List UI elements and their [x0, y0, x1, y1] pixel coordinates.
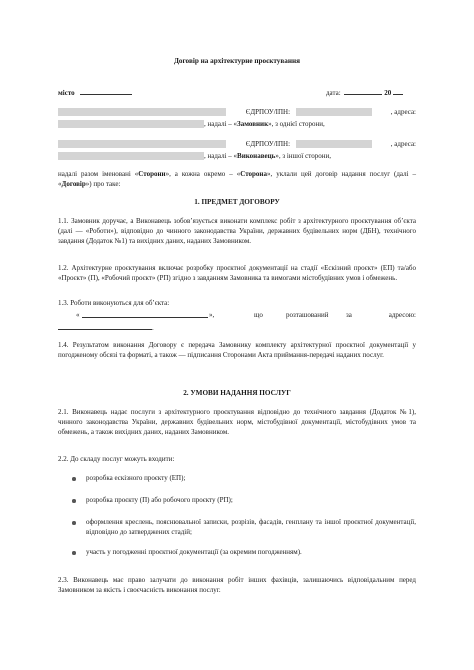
party2-name-field[interactable]: [58, 140, 226, 148]
clause-1-2: 1.2. Архітектурне проєктування включає розробку проєктної документації на стадії «Ескізний проєкт» (ЕП) та/або «Проєкт» (П), «Робочий проєкт» (РП) згідно з завданням Замовника та вимогами містобудівних умов і обмежень.: [58, 264, 416, 282]
party1-address-field[interactable]: [58, 120, 204, 128]
party1-role: Замовник: [237, 120, 269, 128]
object-name-field[interactable]: [82, 311, 208, 318]
bullet-1: [72, 476, 78, 482]
party1-line1: ЄДРПОУ/ІПН: , адреса:: [58, 108, 416, 118]
clause-2-2: 2.2. До складу послуг можуть входити:: [58, 455, 175, 463]
list-item: розробка ескізного проєкту (ЕП);: [86, 474, 186, 482]
list-item: розробка проєкту (П) або робочого проєкту (РП);: [86, 496, 233, 504]
party1-edrpou-label: ЄДРПОУ/ІПН:: [245, 108, 291, 116]
date-field[interactable]: [344, 88, 382, 95]
object-address-field[interactable]: [58, 323, 152, 330]
city-date-line: [58, 88, 416, 99]
bullet-2: [72, 498, 78, 504]
date-label: дата:: [326, 89, 341, 97]
clause-1-1: 1.1. Замовник доручає, а Виконавець зобов’язується виконати комплекс робіт з архітектурного проєктування об’єкта (далі — «Роботи»), відповідно до чинного законодавства України, державних будівельних норм (ДБН), технічного завдання (Додаток №1) та вихідних даних, наданих Замовником.: [58, 217, 416, 245]
party1-address-label: адреса:: [394, 108, 416, 116]
city-label: місто: [58, 89, 75, 97]
clause-2-3: 2.3. Виконавець має право залучати до виконання робіт інших фахівців, залишаючись відповідальним перед Замовником за якість і своєчасність виконання послуг.: [58, 576, 416, 594]
document-title: Договір на архітектурне проєктування: [173, 57, 301, 65]
section1-heading: 1. ПРЕДМЕТ ДОГОВОРУ: [194, 198, 280, 206]
party1-edrpou-field[interactable]: [296, 108, 372, 116]
party2-edrpou-label: ЄДРПОУ/ІПН:: [245, 140, 291, 148]
party1-name-field[interactable]: [58, 108, 226, 116]
clause-1-3: 1.3. Роботи виконуються для об’єкта:: [58, 299, 170, 307]
list-item: участь у погодженні проєктної документації (за окремим погодженням).: [86, 548, 302, 556]
city-field[interactable]: [80, 88, 132, 95]
clause-2-1: 2.1. Виконавець надає послуги з архітектурного проєктування відповідно до технічного завдання (Додаток №1), чинного законодавства України, державних будівельних норм, містобудівної документації, містобудівних умов та обмежень, а також вихідних даних, наданих Замовником.: [58, 408, 416, 436]
preamble: надалі разом іменовані «Сторони», а кожна окремо – «Сторона», уклали цей договір надання послуг (далі – «Договір») про таке:: [58, 170, 416, 188]
party2-edrpou-field[interactable]: [296, 140, 372, 148]
clause-1-3-object-line: « », що розташований за адресою:: [76, 311, 416, 319]
year-field[interactable]: [393, 88, 403, 95]
clause-1-4: 1.4. Результатом виконання Договору є передача Замовнику комплекту архітектурної проєктної документації у погодженому обсязі та форматі, а також — підписання Сторонами Акта приймання-передачі наданих послуг.: [58, 341, 416, 359]
party2-address-label: адреса:: [394, 140, 416, 148]
bullet-4: [72, 550, 78, 556]
party1-line2: , надалі – «Замовник», з однієї сторони,: [58, 120, 416, 130]
party2-line1: ЄДРПОУ/ІПН: , адреса:: [58, 140, 416, 150]
section2-heading: 2. УМОВИ НАДАННЯ ПОСЛУГ: [183, 389, 291, 397]
party2-address-field[interactable]: [58, 152, 204, 160]
year-prefix: 20: [384, 89, 392, 97]
party2-role: Виконавець: [237, 152, 276, 160]
party2-line2: , надалі – «Виконавець», з іншої сторони,: [58, 152, 416, 162]
bullet-3: [72, 520, 78, 526]
list-item: оформлення креслень, пояснювальної записки, розрізів, фасадів, генплану та іншої проєктної документації, відповідно до затверджених стадій;: [86, 518, 416, 536]
object-address-line: .: [58, 323, 416, 334]
